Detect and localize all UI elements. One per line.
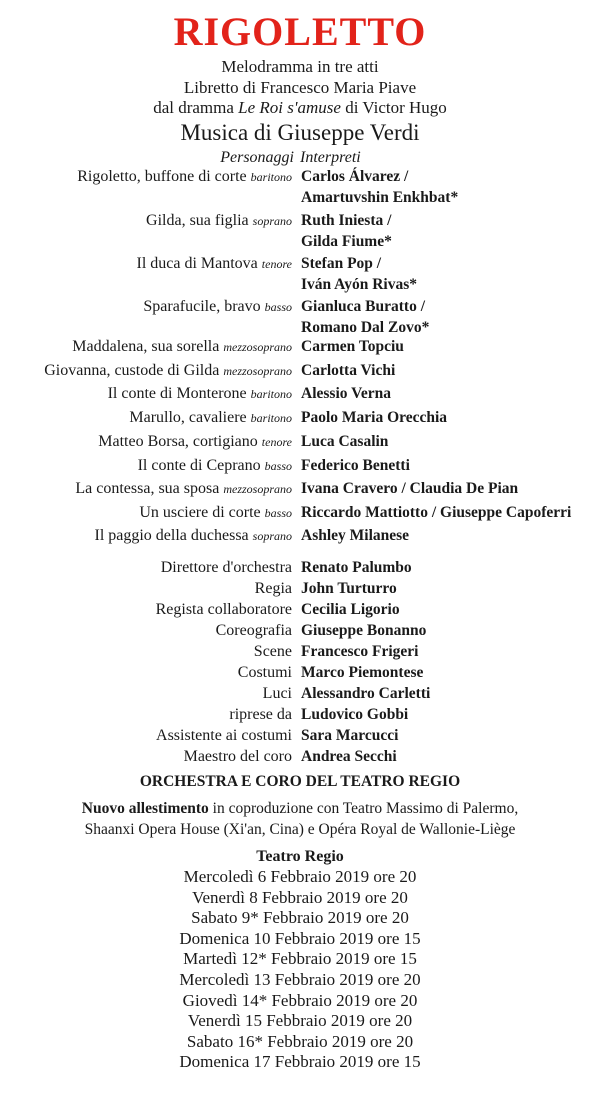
performance-date: Venerdì 8 Febbraio 2019 ore 20 (192, 887, 408, 907)
crew-role: Regista collaboratore (155, 601, 292, 618)
crew-name: Renato Palumbo (301, 559, 412, 576)
crew-name: Andrea Secchi (301, 748, 397, 765)
crew-name: Francesco Frigeri (301, 643, 419, 660)
composer-line: Musica di Giuseppe Verdi (180, 120, 420, 145)
crew-role: Assistente ai costumi (156, 727, 292, 744)
performer-names (301, 360, 395, 381)
voice-type: basso (264, 506, 292, 520)
voice-type: tenore (261, 257, 292, 271)
character-label: Matteo Borsa, cortigiano (98, 433, 258, 450)
character-label: Rigoletto, buffone di corte (77, 168, 247, 185)
voice-type: baritono (250, 411, 292, 425)
performer-line-1: Ivana Cravero / Claudia De Pian (301, 480, 519, 497)
crew-name: Giuseppe Bonanno (301, 622, 427, 639)
performer-names (301, 253, 417, 295)
character-label: Il duca di Mantova (136, 255, 258, 272)
source-post: di Victor Hugo (340, 98, 447, 117)
voice-type: soprano (252, 529, 292, 543)
character-name (94, 525, 292, 547)
voice-type: basso (264, 459, 292, 473)
crew-name: John Turturro (301, 580, 397, 597)
performance-date: Venerdì 15 Febbraio 2019 ore 20 (187, 1011, 413, 1031)
performer-names (301, 478, 518, 499)
performer-names (301, 502, 571, 523)
crew-role: riprese da (229, 706, 292, 723)
voice-type: tenore (261, 435, 292, 449)
performer-line-2: Amartuvshin Enkhbat* (301, 189, 459, 206)
production-bold: Nuovo allestimento (81, 800, 209, 817)
character-label: La contessa, sua sposa (75, 480, 220, 497)
performer-names (301, 455, 410, 476)
character-name (75, 478, 292, 500)
character-name (139, 502, 292, 524)
performance-date: Sabato 9* Febbraio 2019 ore 20 (191, 908, 409, 928)
performer-line-1: Carlos Álvarez / (301, 168, 409, 185)
character-label: Il paggio della duchessa (94, 527, 249, 544)
performance-date: Sabato 16* Febbraio 2019 ore 20 (186, 1031, 414, 1051)
crew-name: Marco Piemontese (301, 664, 424, 681)
voice-type: mezzosoprano (223, 340, 292, 354)
performer-names (301, 407, 447, 428)
source-drama-line (0, 98, 600, 118)
production-line-2: Shaanxi Opera House (Xi'an, Cina) e Opéra Royal de Wallonie-Liège (84, 821, 516, 838)
production-note (0, 798, 600, 840)
source-pre: dal dramma (153, 98, 239, 117)
production-line-1 (0, 798, 600, 819)
crew-role: Direttore d'orchestra (160, 559, 292, 576)
performance-date: Mercoledì 13 Febbraio 2019 ore 20 (179, 970, 421, 989)
performance-date: Giovedì 14* Febbraio 2019 ore 20 (182, 990, 418, 1010)
voice-type: mezzosoprano (223, 482, 292, 496)
performer-line-2: Iván Ayón Rivas* (301, 276, 417, 293)
character-name (138, 455, 292, 477)
character-label: Il conte di Monterone (107, 385, 247, 402)
character-name (136, 253, 292, 275)
genre-line: Melodramma in tre atti (221, 57, 379, 76)
voice-type: mezzosoprano (223, 364, 292, 378)
performance-date: Martedì 12* Febbraio 2019 ore 15 (183, 949, 417, 969)
performer-line-1: Carlotta Vichi (301, 362, 396, 379)
crew-role: Costumi (237, 664, 292, 681)
crew-role: Coreografia (215, 622, 292, 639)
performance-date: Domenica 10 Febbraio 2019 ore 15 (179, 928, 421, 948)
performance-date: Mercoledì 6 Febbraio 2019 ore 20 (183, 867, 417, 886)
crew-role: Luci (262, 685, 292, 702)
crew-role: Regia (254, 580, 292, 597)
voice-type: baritono (250, 170, 292, 184)
performer-line-2: Gilda Fiume* (301, 233, 392, 250)
source-title: Le Roi s'amuse (238, 98, 341, 117)
performer-line-1: Ruth Iniesta / (301, 212, 392, 229)
orchestra-line: ORCHESTRA E CORO DEL TEATRO REGIO (139, 773, 461, 790)
performer-line-1: Ashley Milanese (301, 527, 410, 544)
character-name (44, 360, 292, 382)
voice-type: baritono (250, 387, 292, 401)
performance-date: Domenica 17 Febbraio 2019 ore 15 (179, 1052, 421, 1072)
performer-names (301, 431, 388, 452)
artists-heading: Interpreti (300, 149, 361, 166)
crew-role: Scene (253, 643, 292, 660)
performer-line-1: Riccardo Mattiotto / Giuseppe Capoferri (301, 504, 572, 521)
character-name (77, 166, 292, 188)
librettist-line: Libretto di Francesco Maria Piave (183, 78, 417, 97)
crew-name: Ludovico Gobbi (301, 706, 409, 723)
performer-line-1: Stefan Pop / (301, 255, 382, 272)
opera-title: RIGOLETTO (173, 9, 427, 54)
performer-line-1: Luca Casalin (301, 433, 389, 450)
performer-names (301, 210, 392, 252)
character-label: Marullo, cavaliere (129, 409, 247, 426)
performer-names (301, 166, 458, 208)
performer-line-1: Gianluca Buratto / (301, 298, 426, 315)
character-label: Gilda, sua figlia (146, 212, 249, 229)
character-label: Giovanna, custode di Gilda (44, 362, 220, 379)
character-name (72, 336, 292, 358)
character-label: Sparafucile, bravo (143, 298, 261, 315)
character-label: Maddalena, sua sorella (72, 338, 220, 355)
crew-role: Maestro del coro (183, 748, 292, 765)
character-label: Il conte di Ceprano (137, 457, 261, 474)
performer-line-1: Carmen Topciu (301, 338, 404, 355)
performer-names (301, 296, 429, 338)
performer-names (301, 525, 409, 546)
performer-line-1: Alessio Verna (301, 385, 391, 402)
character-name (98, 431, 292, 453)
voice-type: basso (264, 300, 292, 314)
performer-names (301, 383, 391, 404)
character-name (143, 296, 292, 318)
crew-name: Sara Marcucci (301, 727, 399, 744)
performer-line-2: Romano Dal Zovo* (301, 319, 430, 336)
character-name (129, 407, 292, 429)
roles-heading: Personaggi (220, 149, 294, 166)
character-name (146, 210, 292, 232)
performer-names (301, 336, 404, 357)
performer-line-1: Federico Benetti (301, 457, 410, 474)
character-label: Un usciere di corte (139, 504, 261, 521)
crew-name: Cecilia Ligorio (301, 601, 400, 618)
character-name (108, 383, 292, 405)
voice-type: soprano (252, 214, 292, 228)
crew-name: Alessandro Carletti (301, 685, 431, 702)
production-rest: in coproduzione con Teatro Massimo di Palermo, (208, 800, 519, 817)
performer-line-1: Paolo Maria Orecchia (301, 409, 448, 426)
venue-name: Teatro Regio (256, 848, 344, 865)
